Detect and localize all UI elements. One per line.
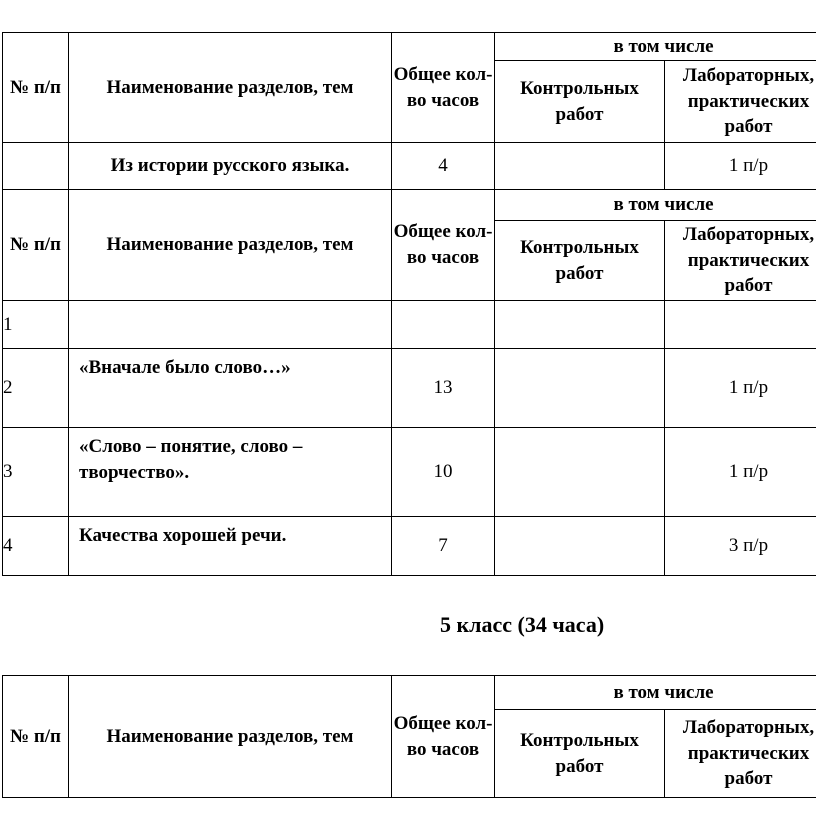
row-num: 3 [3, 428, 69, 517]
row-hours: 7 [392, 517, 495, 576]
row-name: Качества хорошей речи. [69, 517, 392, 576]
row-name: «Вначале было слово…» [69, 349, 392, 428]
header-total: Общее кол-во часов [392, 33, 495, 143]
header-labs: Лабораторных, практических работ [665, 710, 816, 798]
row-num: 1 [3, 301, 69, 349]
row-control [495, 349, 665, 428]
row-hours: 4 [392, 143, 495, 190]
header-name: Наименование разделов, тем [69, 190, 392, 301]
row-num [3, 143, 69, 190]
row-labs [665, 301, 816, 349]
table-2 [2, 189, 816, 576]
header-control: Контрольных работ [495, 61, 665, 143]
header-num: № п/п [3, 676, 69, 798]
row-hours: 13 [392, 349, 495, 428]
row-labs: 3 п/р [665, 517, 816, 576]
header-num: № п/п [3, 190, 69, 301]
row-name: «Слово – понятие, слово – творчество». [69, 428, 392, 517]
header-total: Общее кол-во часов [392, 676, 495, 798]
header-num: № п/п [3, 33, 69, 143]
row-labs: 1 п/р [665, 349, 816, 428]
row-num: 2 [3, 349, 69, 428]
row-hours: 10 [392, 428, 495, 517]
row-name [69, 301, 392, 349]
row-control [495, 517, 665, 576]
row-control [495, 301, 665, 349]
header-total: Общее кол-во часов [392, 190, 495, 301]
row-control [495, 428, 665, 517]
table-3 [2, 675, 816, 798]
header-control: Контрольных работ [495, 221, 665, 301]
header-name: Наименование разделов, тем [69, 33, 392, 143]
header-including: в том числе [495, 33, 816, 61]
header-labs: Лабораторных, практических работ [665, 61, 816, 143]
row-labs: 1 п/р [665, 428, 816, 517]
row-control [495, 143, 665, 190]
header-including: в том числе [495, 676, 816, 710]
header-name: Наименование разделов, тем [69, 676, 392, 798]
header-control: Контрольных работ [495, 710, 665, 798]
table-1 [2, 32, 816, 190]
row-num: 4 [3, 517, 69, 576]
section-title: 5 класс (34 часа) [440, 612, 605, 637]
header-including: в том числе [495, 190, 816, 221]
row-labs: 1 п/р [665, 143, 816, 190]
header-labs: Лабораторных, практических работ [665, 221, 816, 301]
row-name: Из истории русского языка. [69, 143, 392, 190]
row-hours [392, 301, 495, 349]
